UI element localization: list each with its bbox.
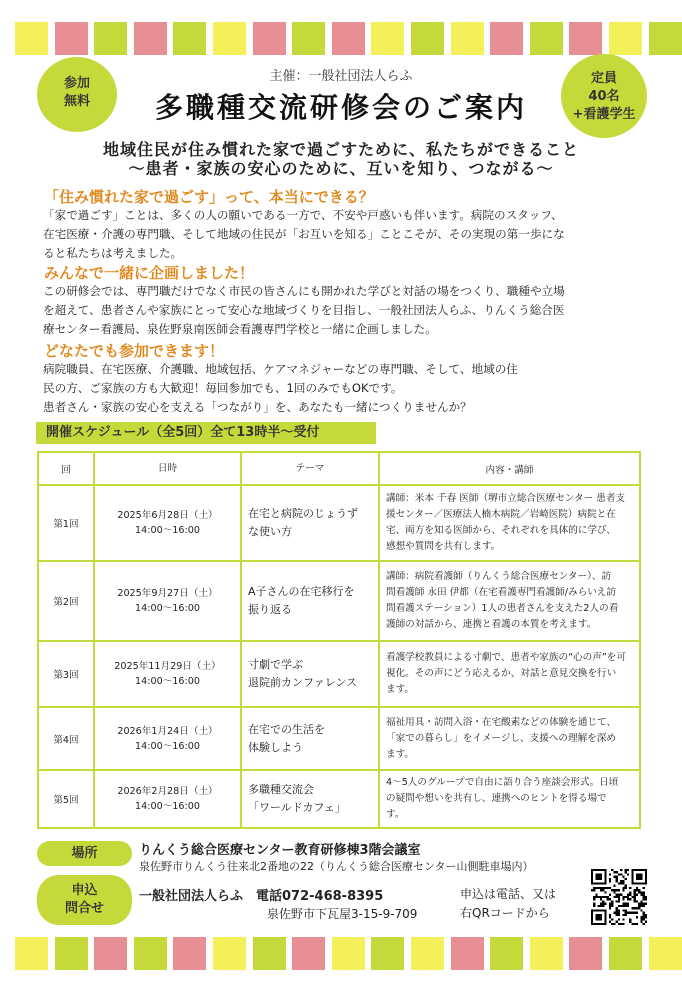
desc-line: の疑問や想いを共有し、連携へのヒントを得る場で xyxy=(386,793,607,804)
row-no: 第3回 xyxy=(38,641,94,707)
desc-line: 感想や質問を共有します。 xyxy=(386,541,501,552)
decor-square xyxy=(530,22,563,55)
desc-line: す。 xyxy=(386,809,405,820)
theme-line: な使い方 xyxy=(248,525,292,538)
section-3-line: 患者さん・家族の安心を支える「つながり」を、あなたも一緒につくりませんか？ xyxy=(43,400,472,414)
venue-address: 泉佐野市りんくう往来北2番地の22（りんくう総合医療センター山側駐車場内） xyxy=(139,860,534,873)
decor-square xyxy=(94,937,127,970)
desc-line: 問看護ステーション）1人の患者さんを支えた2人の看 xyxy=(386,603,619,614)
decor-square xyxy=(134,22,167,55)
table-row xyxy=(38,770,640,828)
row-desc xyxy=(379,707,640,770)
row-date xyxy=(94,485,241,561)
contact-note-line2: 右QRコードから xyxy=(460,906,550,920)
theme-line: A子さんの在宅移行を xyxy=(248,585,355,598)
row-desc xyxy=(379,561,640,641)
section-3-line: 民の方、ご家族の方も大歓迎！毎回参加でも、1回のみでもOKです。 xyxy=(43,381,403,395)
time-line: 14:00～16:00 xyxy=(135,740,200,752)
theme-line: 在宅と病院のじょうず xyxy=(248,507,358,520)
decor-square xyxy=(332,22,365,55)
desc-line: 視化。その声にどう応えるか、対話と意見交換を行い xyxy=(386,668,617,679)
header-desc: 内容・講師 xyxy=(379,452,640,485)
desc-line: 看護学校教員による寸劇で、患者や家族の“心の声”を可 xyxy=(386,652,626,663)
decor-square xyxy=(371,937,404,970)
decor-square xyxy=(609,22,642,55)
table-row xyxy=(38,707,640,770)
row-no: 第5回 xyxy=(38,770,94,828)
desc-line: 講師：米本 千春 医師（堺市立総合医療センター 患者支 xyxy=(386,493,626,504)
theme-line: 寸劇で学ぶ xyxy=(248,658,303,671)
page-title: 多職種交流研修会のご案内 xyxy=(154,91,527,124)
badge-right-line2: 40名 xyxy=(588,89,620,104)
row-date xyxy=(94,561,241,641)
row-date xyxy=(94,707,241,770)
header-no: 回 xyxy=(38,452,94,485)
contact-note-line1: 申込は電話、又は xyxy=(460,887,557,901)
theme-line: 「ワールドカフェ」 xyxy=(248,801,346,814)
section-body-1 xyxy=(43,206,639,263)
section-1-line: 「家で過ごす」ことは、多くの人の願いである一方で、不安や戸惑いも伴います。病院のスタッフ、 xyxy=(43,208,563,222)
subtitle-main: 地域住民が住み慣れた家で過ごすために、私たちができること xyxy=(102,140,579,159)
desc-line: 講師：病院看護師（りんくう総合医療センター）、訪 xyxy=(386,571,612,582)
decor-square xyxy=(134,937,167,970)
date-line: 2025年11月29日（土） xyxy=(114,661,221,672)
row-theme xyxy=(241,485,379,561)
decor-square xyxy=(15,937,48,970)
qr-code-icon[interactable] xyxy=(591,869,647,925)
subtitle-tagline: ～患者・家族の安心のために、互いを知り、つながる～ xyxy=(128,159,554,178)
date-line: 2025年9月27日（土） xyxy=(117,588,218,599)
row-desc xyxy=(379,485,640,561)
row-date xyxy=(94,641,241,707)
theme-line: 多職種交流会 xyxy=(248,783,314,796)
desc-line: 4～5人のグループで自由に語り合う座談会形式。日頃 xyxy=(386,777,619,788)
row-theme xyxy=(241,561,379,641)
desc-line: ます。 xyxy=(386,748,415,760)
decor-square xyxy=(609,937,642,970)
decor-square xyxy=(173,22,206,55)
desc-line: 福祉用具・訪問入浴・在宅酸素などの体験を通じて、 xyxy=(386,716,617,728)
desc-line: 問看護師 永田 伊都（在宅看護専門看護師/みらいえ訪 xyxy=(386,587,616,598)
badge-left-line2: 無料 xyxy=(63,94,90,109)
desc-line: 宅、両方を知る医師から、それぞれを具体的に学び、 xyxy=(386,525,616,536)
contact-label xyxy=(37,875,132,925)
decor-square xyxy=(530,937,563,970)
time-line: 14:00～16:00 xyxy=(135,676,200,687)
date-line: 2026年2月28日（土） xyxy=(117,786,218,797)
decor-square xyxy=(649,937,682,970)
section-1-line: 在宅医療・介護の専門職、そして地域の住民が「お互いを知る」ことこそが、その実現の第一歩にな xyxy=(43,227,565,241)
section-1-line: ると私たちは考えました。 xyxy=(43,246,183,260)
row-theme xyxy=(241,707,379,770)
row-theme xyxy=(241,641,379,707)
theme-line: 退院前カンファレンス xyxy=(248,676,358,689)
contact-label-line2: 問合せ xyxy=(64,901,104,916)
desc-line: 護師の対話から、連携と看護の本質を考えます。 xyxy=(386,619,597,630)
section-2-line: この研修会では、専門職だけでなく市民の皆さんにも開かれた学びと対話の場をつくり、職種や立場 xyxy=(43,284,565,298)
contact-address: 泉佐野市下瓦屋3-15-9-709 xyxy=(267,907,418,921)
time-line: 14:00～16:00 xyxy=(135,525,200,536)
section-body-2 xyxy=(43,282,639,339)
row-no: 第1回 xyxy=(38,485,94,561)
decor-square xyxy=(253,937,286,970)
row-theme xyxy=(241,770,379,828)
decor-square xyxy=(490,22,523,55)
decor-square xyxy=(94,22,127,55)
section-2-line: を超えて、患者さんや家族にとって安心な地域づくりを目指し、一般社団法人らふ、りんくう総合医 xyxy=(43,303,565,317)
date-line: 2026年1月24日（土） xyxy=(117,725,218,737)
row-date xyxy=(94,770,241,828)
time-line: 14:00～16:00 xyxy=(135,603,200,614)
decor-square xyxy=(292,22,325,55)
row-desc xyxy=(379,641,640,707)
badge-right-line1: 定員 xyxy=(590,71,617,86)
organizer: 主催：一般社団法人らふ xyxy=(269,69,413,84)
table-header-row xyxy=(38,452,640,485)
badge-right-line3: +看護学生 xyxy=(572,107,636,122)
decor-square xyxy=(292,937,325,970)
venue-label: 場所 xyxy=(37,841,132,866)
decor-square xyxy=(55,22,88,55)
desc-line: ます。 xyxy=(386,684,415,695)
table-row xyxy=(38,641,640,707)
decor-square xyxy=(411,22,444,55)
schedule-title: 開催スケジュール（全5回）全て13時半～受付 xyxy=(36,422,376,444)
decor-square xyxy=(15,22,48,55)
decor-square xyxy=(55,937,88,970)
schedule-table xyxy=(37,451,641,829)
badge-left-line1: 参加 xyxy=(63,76,90,91)
theme-line: 体験しよう xyxy=(248,740,303,754)
decor-square xyxy=(649,22,682,55)
theme-line: 振り返る xyxy=(248,603,292,616)
decor-square xyxy=(451,937,484,970)
section-heading-3: どなたでも参加できます！ xyxy=(44,342,225,360)
section-heading-1: 「住み慣れた家で過ごす」って、本当にできる？ xyxy=(44,188,374,206)
header-theme: テーマ xyxy=(241,452,379,485)
decor-square xyxy=(253,22,286,55)
theme-line: 在宅での生活を xyxy=(248,722,325,736)
decor-square xyxy=(411,937,444,970)
section-2-line: 療センター看護局、泉佐野泉南医師会看護専門学校と一緒に企画しました。 xyxy=(43,322,437,336)
contact-phone[interactable]: 一般社団法人らふ 電話072-468-8395 xyxy=(139,889,384,904)
desc-line: 援センター／医療法人楠木病院／岩崎医院）病院と在 xyxy=(386,509,616,520)
bottom-square-border xyxy=(0,937,682,977)
decor-square xyxy=(451,22,484,55)
header-date: 日時 xyxy=(94,452,241,485)
time-line: 14:00～16:00 xyxy=(135,801,200,812)
venue-name: りんくう総合医療センター教育研修棟3階会議室 xyxy=(139,843,421,858)
row-no: 第2回 xyxy=(38,561,94,641)
desc-line: 「家での暮らし」をイメージし、支援への理解を深め xyxy=(386,732,616,744)
decor-square xyxy=(371,22,404,55)
decor-square xyxy=(173,937,206,970)
row-no: 第4回 xyxy=(38,707,94,770)
section-body-3 xyxy=(43,360,639,417)
decor-square xyxy=(569,937,602,970)
date-line: 2025年6月28日（土） xyxy=(117,510,218,521)
row-desc xyxy=(379,770,640,828)
contact-label-line1: 申込 xyxy=(71,883,98,898)
decor-square xyxy=(213,937,246,970)
decor-square xyxy=(213,22,246,55)
decor-square xyxy=(569,22,602,55)
decor-square xyxy=(490,937,523,970)
section-heading-2: みんなで一緒に企画しました！ xyxy=(44,264,255,282)
contact-note xyxy=(460,885,556,923)
table-row xyxy=(38,485,640,561)
section-3-line: 病院職員、在宅医療、介護職、地域包括、ケアマネジャーなどの専門職、そして、地域の住 xyxy=(43,362,518,376)
decor-square xyxy=(332,937,365,970)
table-row xyxy=(38,561,640,641)
